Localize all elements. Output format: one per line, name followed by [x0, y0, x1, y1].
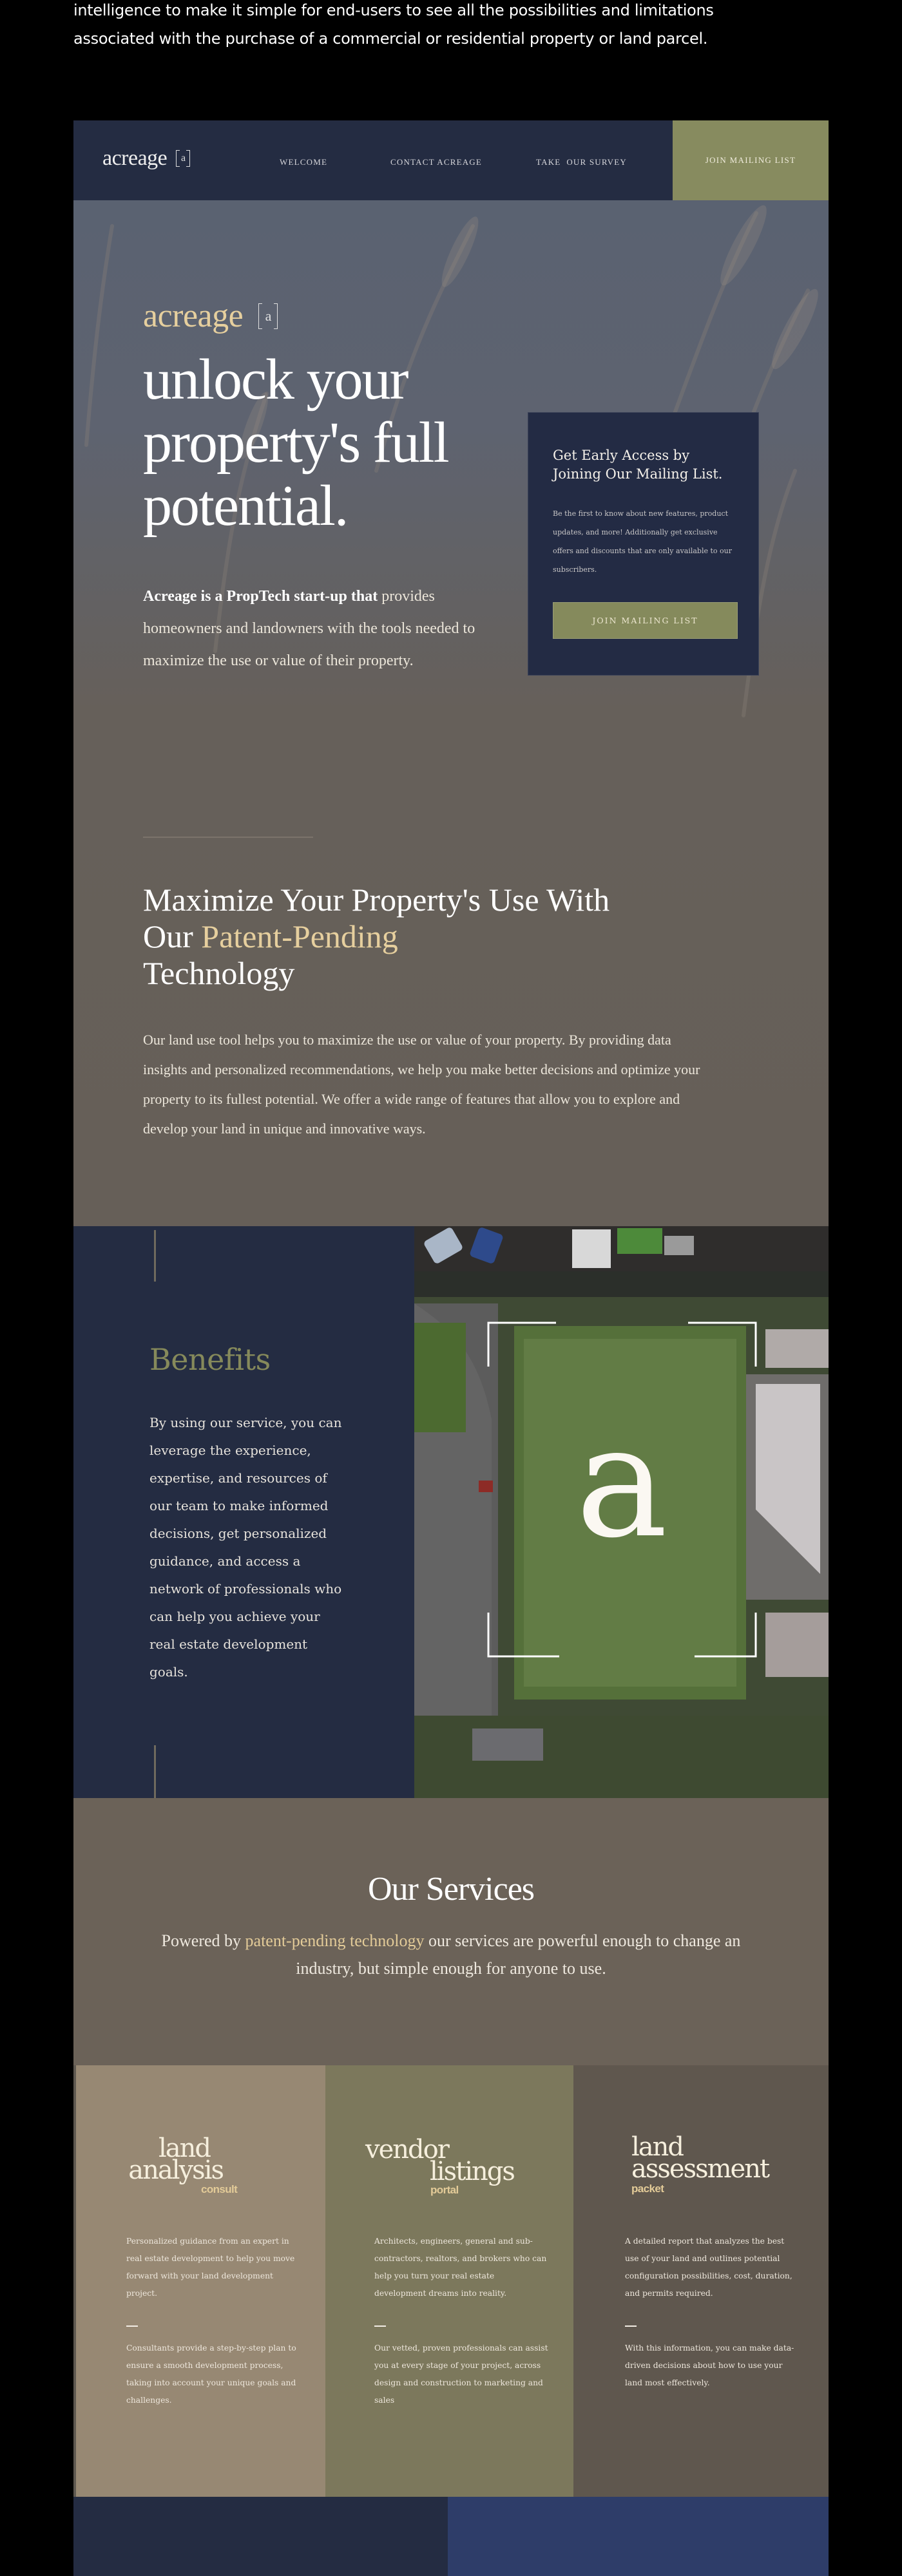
benefits-section: [73, 1226, 829, 1798]
service-description-detail: With this information, you can make data-driven decisions about how to use your land most effectively.: [625, 2344, 794, 2387]
mailing-list-card: [528, 412, 759, 676]
decorative-line: [154, 1745, 156, 1798]
service-description: A detailed report that analyzes the best use of your land and outlines potential configuration possibilities, cost, duration, and permits required.: [625, 2237, 792, 2298]
heading-part: Technology: [143, 955, 295, 991]
join-mailing-list-button[interactable]: JOIN MAILING LIST: [553, 602, 738, 639]
next-section-right-panel: [448, 2497, 829, 2576]
nav-link-welcome[interactable]: WELCOME: [280, 157, 328, 167]
hero-headline: unlock your property's full potential.: [143, 348, 448, 538]
nav-link-survey[interactable]: TAKE OUR SURVEY: [536, 157, 627, 167]
service-title: land analysis: [128, 2134, 223, 2186]
technology-body: Our land use tool helps you to maximize the use or value of your property. By providing data insights and personalized recommendations, we help you make better decisions and optimize your property to its fullest potential. We offer a wide range of features that allow you to explore and develop your land in unique and innovative ways.: [143, 1032, 700, 1137]
service-title: vendor listings: [365, 2135, 514, 2187]
dash-divider: [625, 2325, 637, 2327]
nav-link-contact[interactable]: CONTACT ACREAGE: [390, 157, 483, 167]
divider: [143, 837, 313, 838]
mailing-card-title: Get Early Access by Joining Our Mailing List.: [553, 448, 723, 482]
dash-divider: [374, 2325, 386, 2327]
site-header: [73, 120, 829, 200]
hero-brand-wordmark: acreage: [143, 298, 244, 334]
benefits-body: By using our service, you can leverage the experience, expertise, and resources of our team to make informed decisions, get personalized guidance, and access a network of professionals who can help you achieve your real estate development goals.: [149, 1415, 342, 1680]
hero-brand: [143, 297, 278, 335]
hero-brand-mark-icon: a: [258, 303, 278, 329]
services-title: Our Services: [367, 1871, 535, 1908]
service-subtitle: consult: [201, 2183, 238, 2195]
technology-heading: [143, 882, 633, 992]
service-subtitle: packet: [631, 2183, 664, 2195]
service-description: Architects, engineers, general and sub-contractors, realtors, and brokers who can help you turn your real estate development dreams into reality.: [374, 2237, 547, 2298]
service-description-detail: Consultants provide a step-by-step plan to ensure a smooth development process, taking into account your unique goals and challenges.: [126, 2344, 296, 2405]
svg-text:a: a: [575, 1392, 668, 1572]
aerial-lot-illustration: [414, 1226, 829, 1798]
subtitle-part: our services are powerful enough to change an industry, but simple enough for anyone to use.: [296, 1931, 741, 1978]
logo-mark-icon: a: [176, 150, 190, 167]
subtitle-part: Powered by: [161, 1931, 245, 1950]
service-card-land-analysis[interactable]: [73, 2065, 325, 2497]
services-subtitle: [138, 1927, 764, 1982]
hero-lead: [143, 580, 478, 677]
intro-line-1: intelligence to make it simple for end-users to see all the possibilities and limitations: [73, 1, 714, 19]
service-card-vendor-listings[interactable]: [325, 2065, 573, 2497]
dash-divider: [126, 2325, 138, 2327]
mailing-card-body: Be the first to know about new features, product updates, and more! Additionally get exclusive offers and discounts that are only available to our subscribers.: [553, 509, 732, 574]
heading-accent: Patent-Pending: [201, 918, 398, 954]
next-section: [73, 2497, 829, 2576]
subtitle-accent: patent-pending technology: [245, 1931, 425, 1950]
services-cards: [73, 2065, 829, 2497]
join-mailing-list-nav-button[interactable]: JOIN MAILING LIST: [673, 120, 829, 200]
hero-lead-bold: Acreage is a PropTech start-up that: [143, 588, 378, 605]
hero-section: [73, 200, 829, 1226]
next-section-left-panel: [73, 2497, 448, 2576]
aerial-property-image: [414, 1226, 829, 1798]
service-title: land assessment: [631, 2132, 769, 2184]
intro-line-2: associated with the purchase of a commercial or residential property or land parcel.: [73, 30, 708, 48]
service-description: Personalized guidance from an expert in real estate development to help you move forward with your land development project.: [126, 2237, 295, 2298]
service-description-detail: Our vetted, proven professionals can assist you at every stage of your project, across design and construction to marketing and sales: [374, 2344, 548, 2405]
benefits-text-panel: [73, 1226, 414, 1798]
intro-text: [73, 0, 834, 53]
service-card-land-assessment[interactable]: [573, 2065, 829, 2497]
website-frame: [73, 120, 829, 2576]
logo-wordmark: acreage: [102, 146, 168, 170]
benefits-title: Benefits: [149, 1342, 271, 1377]
heading-part: Maximize Your Property's Use With Our: [143, 882, 610, 954]
service-subtitle: portal: [430, 2184, 459, 2196]
decorative-line: [154, 1230, 156, 1282]
header-logo[interactable]: [102, 146, 190, 171]
hero-lead-rest: provides homeowners and landowners with the tools needed to maximize the use or value of their property.: [143, 588, 475, 669]
services-intro: [73, 1798, 829, 2065]
